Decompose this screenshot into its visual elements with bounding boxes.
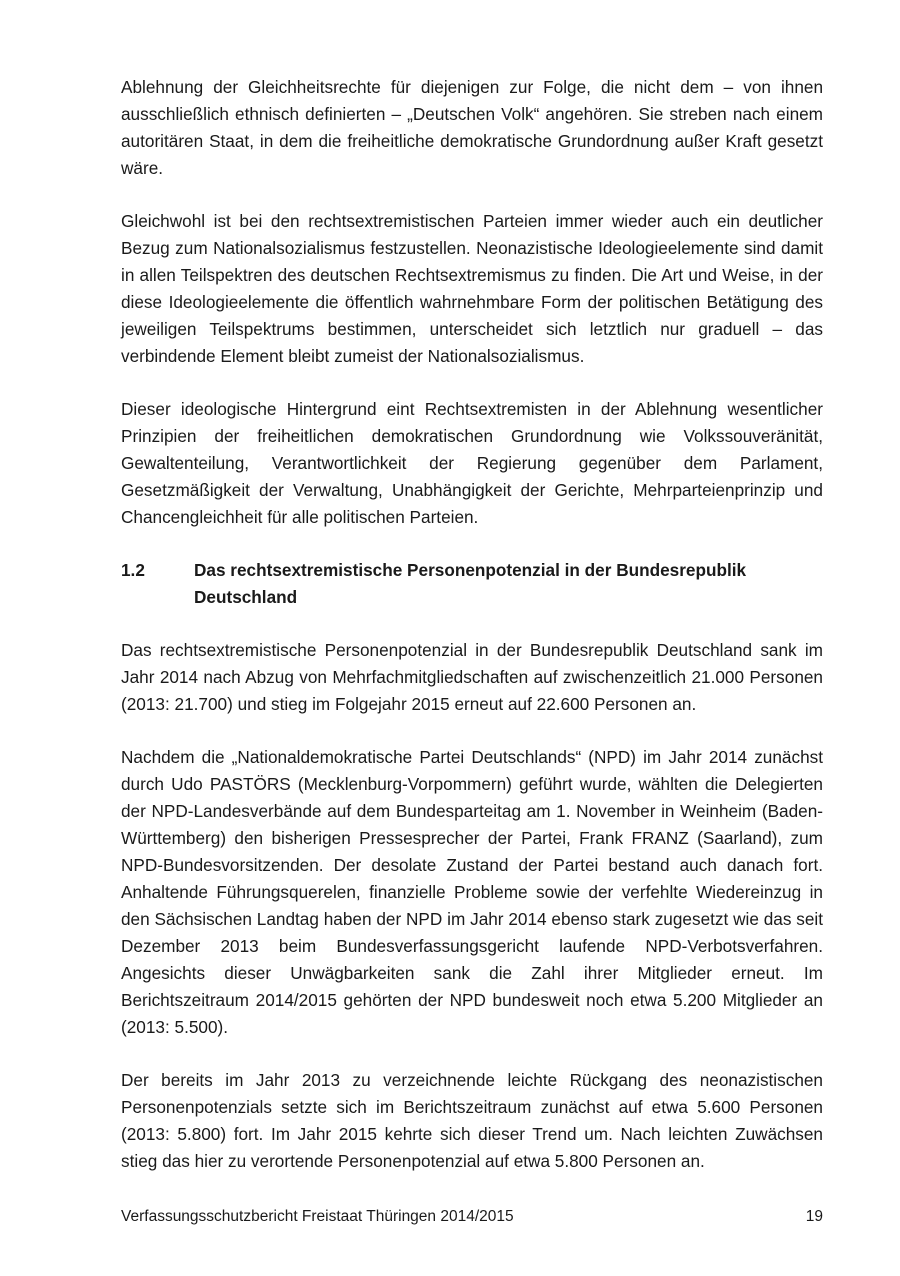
paragraph-neonazismus: Der bereits im Jahr 2013 zu verzeichnende leichte Rückgang des neonazistischen Personenpotenzials setzte sich im Berichtszeitraum zunächst auf etwa 5.600 Personen (2013: 5.800) fort. Im Jahr 2015 kehrte sich dieser Trend um. Nach leichten Zuwächsen stieg das hier zu verortende Personenpotenzial auf etwa 5.800 Personen an. <box>121 1070 823 1171</box>
section-heading <box>121 557 823 611</box>
paragraph-ideologischer-hintergrund: Dieser ideologische Hintergrund eint Rechtsextremisten in der Ablehnung wesentlicher Prinzipien der freiheitlichen demokratischen Grundordnung wie Volkssouveränität, Gewaltenteilung, Verantwortlichkeit der Regierung gegenüber dem Parlament, Gesetzmäßigkeit der Verwaltung, Unabhängigkeit der Gerichte, Mehrparteienprinzip und Chancengleichheit für alle politischen Parteien. <box>121 399 823 527</box>
paragraph-npd: Nachdem die „Nationaldemokratische Partei Deutschlands“ (NPD) im Jahr 2014 zunächst durch Udo PASTÖRS (Mecklenburg-Vorpommern) geführt wurde, wählten die Delegierten der NPD-Landesverbände auf dem Bundesparteitag am 1. November in Weinheim (Baden-Württemberg) den bisherigen Pressesprecher der Partei, Frank FRANZ (Saarland), zum NPD-Bundesvorsitzenden. Der desolate Zustand der Partei bestand auch danach fort. Anhaltende Führungsquerelen, finanzielle Probleme sowie der verfehlte Wiedereinzug in den Sächsischen Landtag haben der NPD im Jahr 2014 ebenso stark zugesetzt wie das seit Dezember 2013 beim Bundesverfassungsgericht laufende NPD-Verbotsverfahren. Angesichts dieser Unwägbarkeiten sank die Zahl ihrer Mitglieder erneut. Im Berichtszeitraum 2014/2015 gehörten der NPD bundesweit noch etwa 5.200 Mitglieder an (2013: 5.500). <box>121 747 823 1037</box>
page-body <box>121 74 823 1201</box>
footer-title: Verfassungsschutzbericht Freistaat Thüringen 2014/2015 <box>121 1208 514 1225</box>
page-number: 19 <box>805 1208 823 1225</box>
section-number: 1.2 <box>121 560 145 580</box>
section-title: Das rechtsextremistische Personenpotenzial in der Bundesrepublik Deutschland <box>194 560 747 607</box>
paragraph-nationalsozialismus: Gleichwohl ist bei den rechtsextremistischen Parteien immer wieder auch ein deutlicher Bezug zum Nationalsozialismus festzustellen. Neonazistische Ideologieelemente sind damit in allen Teilspektren des deutschen Rechtsextremismus zu finden. Die Art und Weise, in der diese Ideologieelemente die öffentlich wahrnehmbare Form der politischen Betätigung des jeweiligen Teilspektrums bestimmen, unterscheidet sich letztlich nur graduell – das verbindende Element bleibt zumeist der Nationalsozialismus. <box>121 211 823 366</box>
paragraph-personenpotenzial: Das rechtsextremistische Personenpotenzial in der Bundesrepublik Deutschland sank im Jahr 2014 nach Abzug von Mehrfachmitgliedschaften auf zwischenzeitlich 21.000 Personen (2013: 21.700) und stieg im Folgejahr 2015 erneut auf 22.600 Personen an. <box>121 640 823 714</box>
paragraph-continuation: Ablehnung der Gleichheitsrechte für diejenigen zur Folge, die nicht dem – von ihnen ausschließlich ethnisch definierten – „Deutschen Volk“ angehören. Sie streben nach einem autoritären Staat, in dem die freiheitliche demokratische Grundordnung außer Kraft gesetzt wäre. <box>121 77 823 178</box>
page-footer <box>121 1205 823 1229</box>
